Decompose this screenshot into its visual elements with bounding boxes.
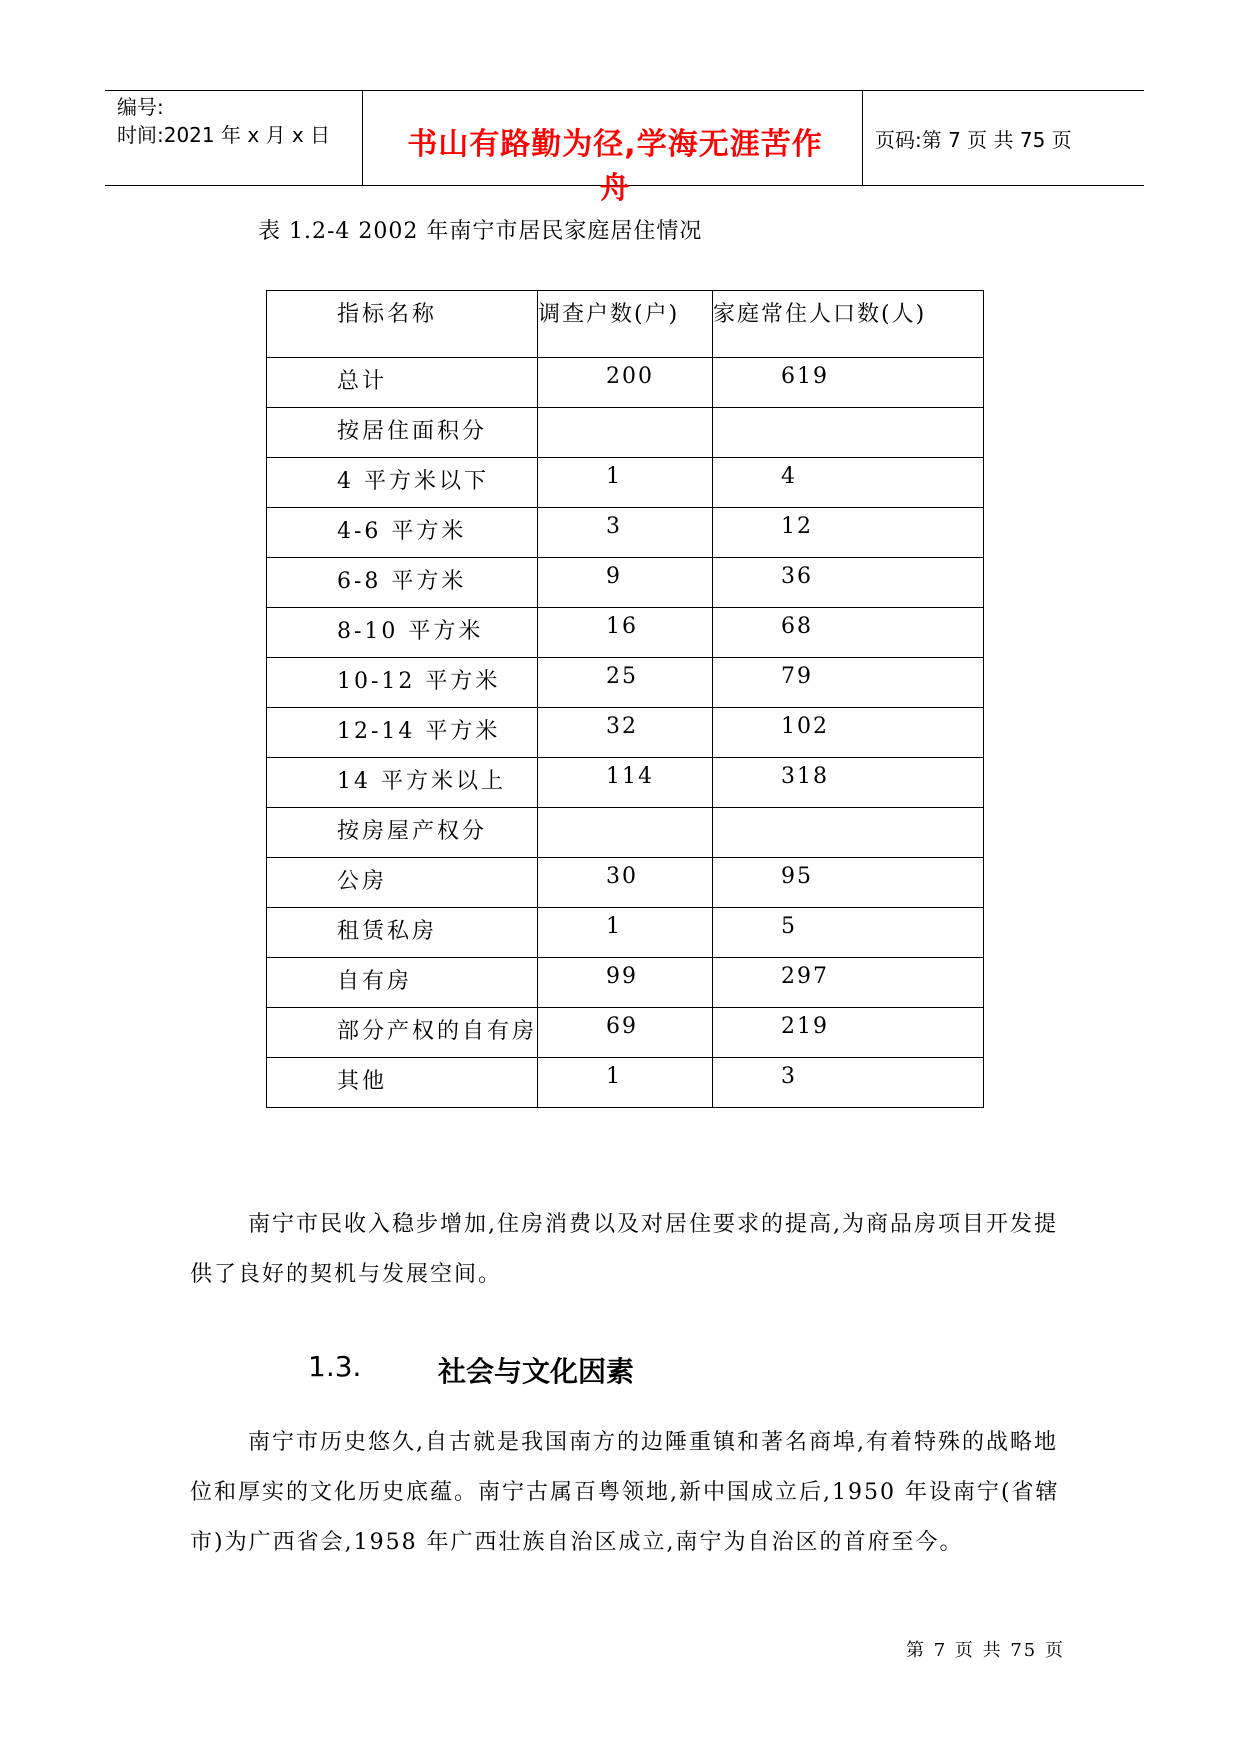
table-cell: 619 — [713, 358, 984, 408]
table-row — [267, 958, 984, 1008]
table-cell: 12 — [713, 508, 984, 558]
table-header-cell: 调查户数(户) — [538, 291, 713, 358]
table-cell: 99 — [538, 958, 713, 1008]
table-row — [267, 658, 984, 708]
table-cell: 6-8 平方米 — [267, 558, 538, 608]
table-cell: 30 — [538, 858, 713, 908]
table-row — [267, 1008, 984, 1058]
table-cell: 4-6 平方米 — [267, 508, 538, 558]
header-date-label: 时间:2021 年 x 月 x 日 — [117, 123, 331, 147]
table-cell — [713, 808, 984, 858]
residence-table — [266, 290, 984, 1108]
table-cell: 公房 — [267, 858, 538, 908]
table-cell: 5 — [713, 908, 984, 958]
table-row — [267, 358, 984, 408]
header-motto: 书山有路勤为径,学海无涯苦作舟 — [407, 127, 823, 206]
table-cell: 总计 — [267, 358, 538, 408]
table-cell: 318 — [713, 758, 984, 808]
table-cell: 12-14 平方米 — [267, 708, 538, 758]
table-cell — [538, 408, 713, 458]
table-cell: 9 — [538, 558, 713, 608]
table-row — [267, 608, 984, 658]
table-cell: 按居住面积分 — [267, 408, 538, 458]
table-row — [267, 908, 984, 958]
page-footer: 第 7 页 共 75 页 — [906, 1640, 1065, 1661]
table-cell: 114 — [538, 758, 713, 808]
table-header-row — [267, 291, 984, 358]
table-cell: 14 平方米以上 — [267, 758, 538, 808]
table-row — [267, 508, 984, 558]
table-cell: 部分产权的自有房 — [267, 1008, 538, 1058]
header-number-label: 编号: — [117, 95, 164, 119]
table-cell: 按房屋产权分 — [267, 808, 538, 858]
paragraph-history: 南宁市历史悠久,自古就是我国南方的边陲重镇和著名商埠,有着特殊的战略地位和厚实的文化历史底蕴。南宁古属百粤领地,新中国成立后,1950 年设南宁(省辖市)为广西省会,1958 年广西壮族自治区成立,南宁为自治区的首府至今。 — [190, 1430, 1060, 1555]
table-cell: 8-10 平方米 — [267, 608, 538, 658]
table-cell: 1 — [538, 458, 713, 508]
table-cell: 16 — [538, 608, 713, 658]
table-row — [267, 758, 984, 808]
table-cell: 32 — [538, 708, 713, 758]
header-page-label: 页码:第 7 页 共 75 页 — [875, 128, 1072, 152]
table-cell: 4 平方米以下 — [267, 458, 538, 508]
table-header-cell: 家庭常住人口数(人) — [713, 291, 984, 358]
table-cell: 36 — [713, 558, 984, 608]
table-cell: 4 — [713, 458, 984, 508]
table-cell: 102 — [713, 708, 984, 758]
section-title: 社会与文化因素 — [438, 1355, 635, 1388]
table-cell: 租赁私房 — [267, 908, 538, 958]
table-row — [267, 1058, 984, 1108]
table-row — [267, 458, 984, 508]
table-cell: 297 — [713, 958, 984, 1008]
table-cell: 200 — [538, 358, 713, 408]
table-cell: 69 — [538, 1008, 713, 1058]
table-row — [267, 558, 984, 608]
table-cell: 1 — [538, 908, 713, 958]
table-cell: 1 — [538, 1058, 713, 1108]
table-cell: 79 — [713, 658, 984, 708]
table-cell: 3 — [538, 508, 713, 558]
table-cell: 219 — [713, 1008, 984, 1058]
table-cell — [538, 808, 713, 858]
table-cell — [713, 408, 984, 458]
table-cell: 3 — [713, 1058, 984, 1108]
table-header-cell: 指标名称 — [267, 291, 538, 358]
table-cell: 68 — [713, 608, 984, 658]
section-number: 1.3. — [308, 1350, 362, 1383]
table-caption: 表 1.2-4 2002 年南宁市居民家庭居住情况 — [258, 219, 703, 244]
table-row — [267, 858, 984, 908]
table-row — [267, 708, 984, 758]
paragraph-housing: 南宁市民收入稳步增加,住房消费以及对居住要求的提高,为商品房项目开发提供了良好的契机与发展空间。 — [190, 1212, 1058, 1287]
table-row — [267, 408, 984, 458]
header-meta — [117, 93, 330, 149]
table-cell: 10-12 平方米 — [267, 658, 538, 708]
header-divider — [362, 91, 363, 185]
table-cell: 其他 — [267, 1058, 538, 1108]
table-cell: 25 — [538, 658, 713, 708]
table-cell: 95 — [713, 858, 984, 908]
header-divider — [862, 91, 863, 185]
table-cell: 自有房 — [267, 958, 538, 1008]
table-row — [267, 808, 984, 858]
page-header — [105, 90, 1144, 206]
